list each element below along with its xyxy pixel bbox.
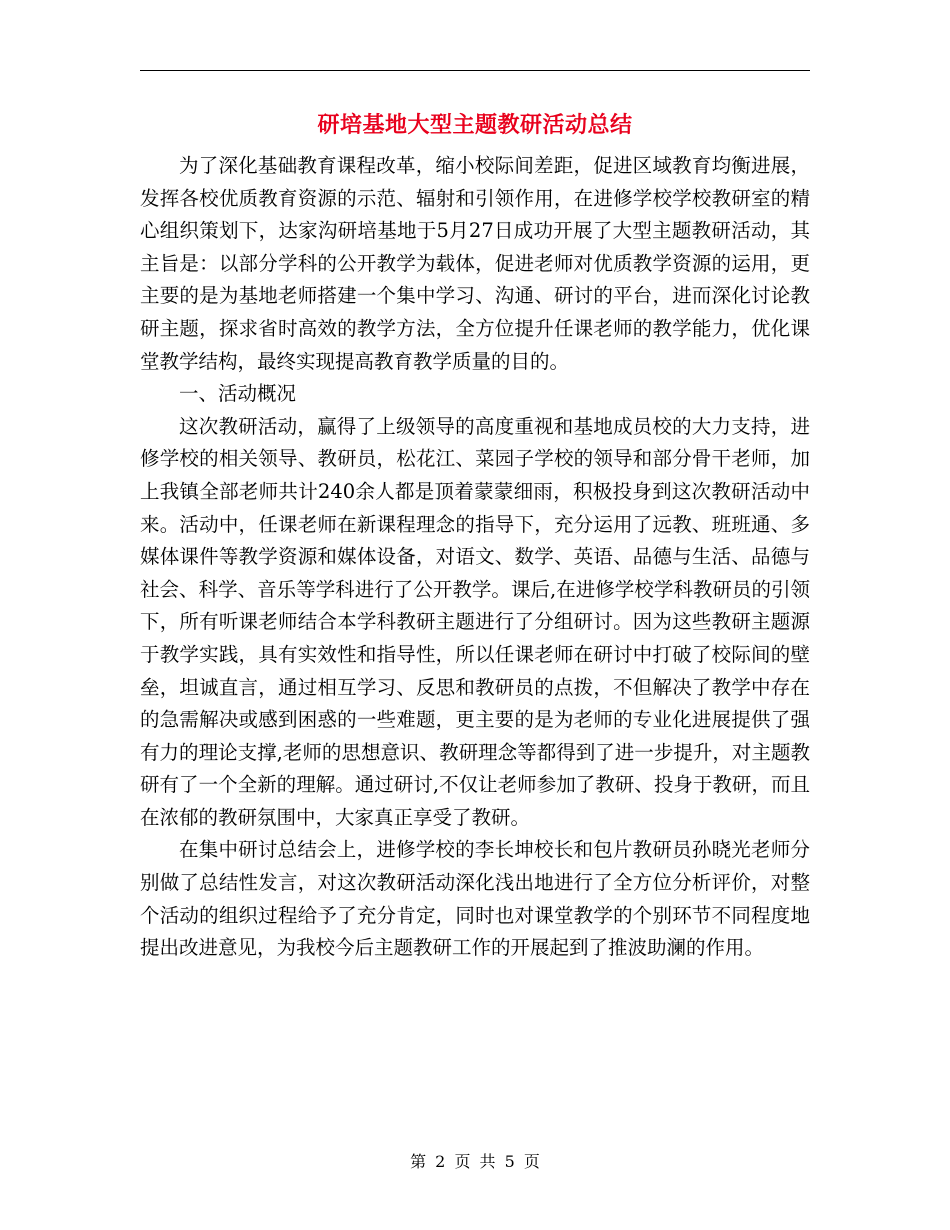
document-title: 研培基地大型主题教研活动总结 xyxy=(317,112,633,138)
header-rule xyxy=(140,70,810,71)
section-paragraph-1: 这次教研活动，赢得了上级领导的高度重视和基地成员校的大力支持，进修学校的相关领导、教研员，松花江、菜园子学校的领导和部分骨干老师，加上我镇全部老师共计240余人都是顶着蒙蒙细雨，积极投身到这次教研活动中来。活动中，任课老师在新课程理念的指导下，充分运用了远教、班班通、多媒体课件等教学资源和媒体设备，对语文、数学、英语、品德与生活、品德与社会、科学、音乐等学科进行了公开教学。课后,在进修学校学科教研员的引领下，所有听课老师结合本学科教研主题进行了分组研讨。因为这些教研主题源于教学实践，具有实效性和指导性，所以任课老师在研讨中打破了校际间的壁垒，坦诚直言，通过相互学习、反思和教研员的点拨，不但解决了教学中存在的急需解决或感到困惑的一些难题，更主要的是为老师的专业化进展提供了强有力的理论支撑,老师的思想意识、教研理念等都得到了进一步提升，对主题教研有了一个全新的理解。通过研讨,不仅让老师参加了教研、投身于教研，而且在浓郁的教研氛围中，大家真正享受了教研。 xyxy=(140,414,810,829)
section-paragraph-2: 在集中研讨总结会上，进修学校的李长坤校长和包片教研员孙晓光老师分别做了总结性发言，对这次教研活动深化浅出地进行了全方位分析评价，对整个活动的组织过程给予了充分肯定，同时也对课堂教学的个别环节不同程度地提出改进意见，为我校今后主题教研工作的开展起到了推波助澜的作用。 xyxy=(140,838,810,960)
section-heading: 一、活动概况 xyxy=(179,382,297,406)
document-body xyxy=(140,150,810,965)
intro-paragraph: 为了深化基础教育课程改革，缩小校际间差距，促进区域教育均衡进展，发挥各校优质教育资源的示范、辐射和引领作用，在进修学校学校教研室的精心组织策划下，达家沟研培基地于5月27日成功开展了大型主题教研活动，其主旨是：以部分学科的公开教学为载体，促进老师对优质教学资源的运用，更主要的是为基地老师搭建一个集中学习、沟通、研讨的平台，进而深化讨论教研主题，探求省时高效的教学方法，全方位提升任课老师的教学能力，优化课堂教学结构，最终实现提高教育教学质量的目的。 xyxy=(140,154,810,373)
page-number: 第 2 页 共 5 页 xyxy=(410,1152,540,1171)
